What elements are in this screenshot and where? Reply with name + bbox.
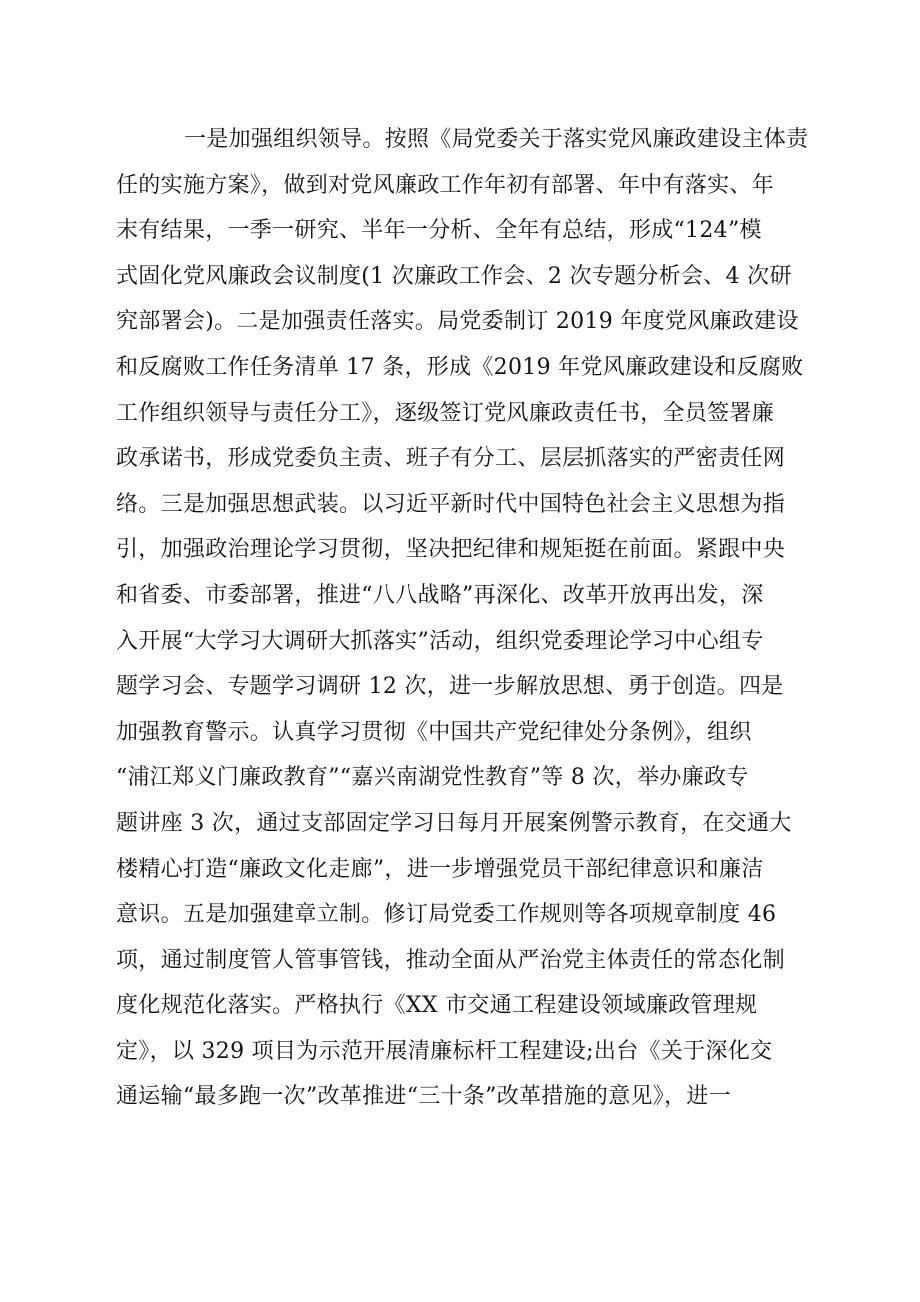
paragraph-line-1: 一是加强组织领导。按照《局党委关于落实党风廉政建设主体责 (184, 127, 809, 152)
paragraph-line-17: 楼精心打造“廉政文化走廊”，进一步增强党员干部纪律意识和廉洁 (116, 856, 764, 882)
paragraph-line-15: “浦江郑义门廉政教育”“嘉兴南湖党性教育”等 8 次，举办廉政专 (116, 765, 749, 791)
paragraph-line-19: 项，通过制度管人管事管钱，推动全面从严治党主体责任的常态化制 (116, 947, 786, 973)
paragraph-line-10: 引，加强政治理论学习贯彻，坚决把纪律和规矩挺在前面。紧跟中央 (116, 537, 786, 563)
paragraph-line-21: 定》，以 329 项目为示范开展清廉标杆工程建设;出台《关于深化交 (116, 1038, 773, 1064)
body-paragraph (116, 117, 809, 1120)
paragraph-line-7: 工作组织领导与责任分工》，逐级签订党风廉政责任书，全员签署廉 (116, 400, 775, 426)
paragraph-line-22: 通运输“最多跑一次”改革推进“三十条”改革措施的意见》，进一 (116, 1084, 731, 1110)
paragraph-line-12: 入开展“大学习大调研大抓落实”活动，组织党委理论学习中心组专 (116, 628, 764, 654)
paragraph-line-14: 加强教育警示。认真学习贯彻《中国共产党纪律处分条例》，组织 (116, 719, 752, 745)
paragraph-line-3: 末有结果，一季一研究、半年一分析、全年有总结，形成“124”模 (116, 218, 762, 244)
paragraph-line-18: 意识。五是加强建章立制。修订局党委工作规则等各项规章制度 46 (116, 902, 777, 928)
paragraph-line-16: 题讲座 3 次，通过支部固定学习日每月开展案例警示教育，在交通大 (116, 810, 792, 836)
paragraph-line-2: 任的实施方案》，做到对党风廉政工作年初有部署、年中有落实、年 (116, 172, 775, 198)
paragraph-line-13: 题学习会、专题学习调研 12 次，进一步解放思想、勇于创造。四是 (116, 674, 784, 700)
paragraph-line-5: 究部署会)。二是加强责任落实。局党委制订 2019 年度党风廉政建设 (116, 309, 799, 335)
paragraph-line-4: 式固化党风廉政会议制度(1 次廉政工作会、2 次专题分析会、4 次研 (116, 263, 792, 289)
paragraph-line-9: 络。三是加强思想武装。以习近平新时代中国特色社会主义思想为指 (116, 491, 786, 517)
paragraph-line-6: 和反腐败工作任务清单 17 条，形成《2019 年党风廉政建设和反腐败 (116, 354, 804, 380)
paragraph-line-8: 政承诺书，形成党委负主责、班子有分工、层层抓落实的严密责任网 (116, 446, 786, 472)
paragraph-line-20: 度化规范化落实。严格执行《XX 市交通工程建设领域廉政管理规 (116, 993, 758, 1019)
paragraph-line-11: 和省委、市委部署，推进“八八战略”再深化、改革开放再出发，深 (116, 582, 764, 608)
